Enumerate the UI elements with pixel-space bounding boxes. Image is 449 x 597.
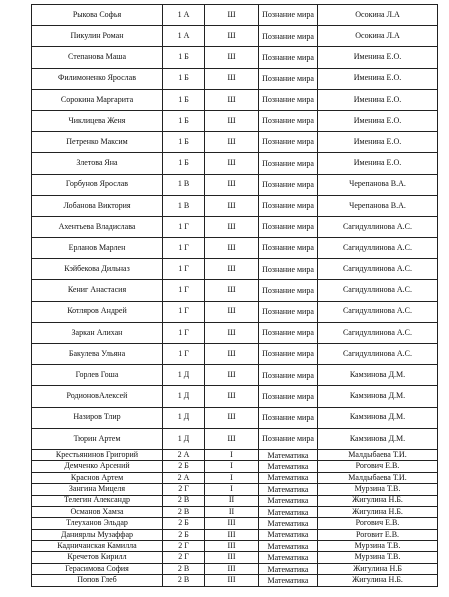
student-name-cell: Пикулин Роман [32, 26, 163, 47]
level-cell: III [205, 552, 259, 563]
table-row [32, 89, 438, 110]
teacher-cell: Сагидуллинова А.С. [318, 344, 438, 365]
level-cell: III [205, 541, 259, 552]
subject-cell: Познание мира [259, 365, 318, 386]
subject-cell: Математика [259, 575, 318, 586]
subject-cell: Познание мира [259, 47, 318, 68]
level-cell: Ш [205, 386, 259, 407]
teacher-cell: Роговит Е.В. [318, 529, 438, 540]
subject-cell: Математика [259, 552, 318, 563]
subject-cell: Познание мира [259, 407, 318, 428]
level-cell: III [205, 563, 259, 574]
student-name-cell: Кэйбекова Дильназ [32, 259, 163, 280]
subject-cell: Математика [259, 506, 318, 517]
subject-cell: Познание мира [259, 428, 318, 449]
student-name-cell: Заркан Алихан [32, 322, 163, 343]
table-row [32, 472, 438, 483]
table-row [32, 518, 438, 529]
subject-cell: Познание мира [259, 89, 318, 110]
table-row [32, 449, 438, 460]
level-cell: III [205, 575, 259, 586]
level-cell: Ш [205, 365, 259, 386]
subject-cell: Математика [259, 518, 318, 529]
class-cell: 2 В [163, 506, 205, 517]
teacher-cell: Сагидуллинова А.С. [318, 301, 438, 322]
teacher-cell: Мурзина Т.В. [318, 541, 438, 552]
table-row [32, 301, 438, 322]
level-cell: I [205, 449, 259, 460]
class-cell: 2 Б [163, 461, 205, 472]
level-cell: III [205, 518, 259, 529]
teacher-cell: Сагидуллинова А.С. [318, 238, 438, 259]
level-cell: I [205, 472, 259, 483]
class-cell: 1 Д [163, 386, 205, 407]
class-cell: 1 Д [163, 365, 205, 386]
class-cell: 1 В [163, 174, 205, 195]
level-cell: Ш [205, 238, 259, 259]
table-row [32, 174, 438, 195]
subject-cell: Математика [259, 449, 318, 460]
class-cell: 1 Г [163, 216, 205, 237]
student-name-cell: Крестьянинов Григорий [32, 449, 163, 460]
student-name-cell: Демченко Арсений [32, 461, 163, 472]
student-name-cell: Кречетов Кирилл [32, 552, 163, 563]
teacher-cell: Жигулина Н.Б. [318, 506, 438, 517]
student-name-cell: РодионовАлексей [32, 386, 163, 407]
table-row [32, 153, 438, 174]
teacher-cell: Жигулина Н.Б. [318, 575, 438, 586]
student-name-cell: Кениг Анастасия [32, 280, 163, 301]
table-row [32, 575, 438, 586]
subject-cell: Познание мира [259, 174, 318, 195]
teacher-cell: Сагидуллинова А.С. [318, 259, 438, 280]
table-row [32, 68, 438, 89]
subject-cell: Познание мира [259, 322, 318, 343]
subject-cell: Познание мира [259, 153, 318, 174]
table-row [32, 461, 438, 472]
level-cell: Ш [205, 195, 259, 216]
table-row [32, 26, 438, 47]
teacher-cell: Мурзина Т.В. [318, 552, 438, 563]
participants-table [31, 4, 438, 587]
level-cell: Ш [205, 280, 259, 301]
class-cell: 1 Г [163, 280, 205, 301]
subject-cell: Математика [259, 472, 318, 483]
student-name-cell: Зангина Мицеля [32, 484, 163, 495]
class-cell: 1 Г [163, 301, 205, 322]
table-row [32, 529, 438, 540]
teacher-cell: Сагидуллинова А.С. [318, 216, 438, 237]
subject-cell: Познание мира [259, 68, 318, 89]
class-cell: 2 А [163, 449, 205, 460]
class-cell: 1 В [163, 195, 205, 216]
class-cell: 1 Г [163, 322, 205, 343]
teacher-cell: Камзинова Д.М. [318, 407, 438, 428]
class-cell: 1 Б [163, 132, 205, 153]
class-cell: 2 Б [163, 518, 205, 529]
teacher-cell: Осокина Л.А [318, 26, 438, 47]
class-cell: 2 Б [163, 529, 205, 540]
subject-cell: Познание мира [259, 280, 318, 301]
level-cell: Ш [205, 89, 259, 110]
level-cell: II [205, 506, 259, 517]
subject-cell: Познание мира [259, 238, 318, 259]
student-name-cell: Герасимова София [32, 563, 163, 574]
student-name-cell: Чиклицева Женя [32, 110, 163, 131]
level-cell: Ш [205, 301, 259, 322]
level-cell: Ш [205, 110, 259, 131]
class-cell: 2 В [163, 563, 205, 574]
student-name-cell: Бакулева Ульяна [32, 344, 163, 365]
subject-cell: Математика [259, 484, 318, 495]
teacher-cell: Рогович Е.В. [318, 461, 438, 472]
class-cell: 1 Б [163, 110, 205, 131]
class-cell: 1 Б [163, 47, 205, 68]
student-name-cell: Тюрин Артем [32, 428, 163, 449]
teacher-cell: Мурзина Т.В. [318, 484, 438, 495]
class-cell: 2 А [163, 472, 205, 483]
table-row [32, 407, 438, 428]
teacher-cell: Сагидуллинова А.С. [318, 322, 438, 343]
subject-cell: Познание мира [259, 5, 318, 26]
teacher-cell: Сагидуллинова А.С. [318, 280, 438, 301]
teacher-cell: Жигулина Н.Б. [318, 495, 438, 506]
teacher-cell: Камзинова Д.М. [318, 365, 438, 386]
table-row [32, 484, 438, 495]
teacher-cell: Черепанова В.А. [318, 195, 438, 216]
student-name-cell: Ерланов Марлен [32, 238, 163, 259]
student-name-cell: Назиров Тлир [32, 407, 163, 428]
class-cell: 2 В [163, 495, 205, 506]
level-cell: Ш [205, 5, 259, 26]
level-cell: Ш [205, 322, 259, 343]
table-row [32, 110, 438, 131]
class-cell: 2 Г [163, 541, 205, 552]
table-row [32, 216, 438, 237]
table-row [32, 238, 438, 259]
level-cell: I [205, 484, 259, 495]
subject-cell: Математика [259, 461, 318, 472]
student-name-cell: Лобанова Виктория [32, 195, 163, 216]
student-name-cell: Османов Хамза [32, 506, 163, 517]
class-cell: 1 Б [163, 89, 205, 110]
table-row [32, 386, 438, 407]
class-cell: 2 В [163, 575, 205, 586]
subject-cell: Математика [259, 541, 318, 552]
teacher-cell: Именина Е.О. [318, 47, 438, 68]
table-row [32, 259, 438, 280]
teacher-cell: Именина Е.О. [318, 132, 438, 153]
class-cell: 1 Б [163, 153, 205, 174]
teacher-cell: Рогович Е.В. [318, 518, 438, 529]
subject-cell: Математика [259, 529, 318, 540]
level-cell: Ш [205, 68, 259, 89]
teacher-cell: Именина Е.О. [318, 153, 438, 174]
level-cell: Ш [205, 344, 259, 365]
teacher-cell: Жигулина Н.Б [318, 563, 438, 574]
teacher-cell: Камзинова Д.М. [318, 386, 438, 407]
student-name-cell: Котляров Андрей [32, 301, 163, 322]
teacher-cell: Именина Е.О. [318, 110, 438, 131]
class-cell: 1 А [163, 5, 205, 26]
student-name-cell: Степанова Маша [32, 47, 163, 68]
level-cell: I [205, 461, 259, 472]
teacher-cell: Камзинова Д.М. [318, 428, 438, 449]
level-cell: Ш [205, 216, 259, 237]
table-row [32, 365, 438, 386]
student-name-cell: Сорокина Маргарита [32, 89, 163, 110]
teacher-cell: Малдыбаева Т.И. [318, 472, 438, 483]
level-cell: Ш [205, 26, 259, 47]
level-cell: Ш [205, 174, 259, 195]
student-name-cell: Рыкова Софья [32, 5, 163, 26]
class-cell: 1 Д [163, 407, 205, 428]
subject-cell: Познание мира [259, 259, 318, 280]
table-row [32, 322, 438, 343]
student-name-cell: Злетова Яна [32, 153, 163, 174]
class-cell: 2 Г [163, 552, 205, 563]
level-cell: Ш [205, 407, 259, 428]
table-row [32, 47, 438, 68]
student-name-cell: Ахентьева Владислава [32, 216, 163, 237]
level-cell: Ш [205, 132, 259, 153]
level-cell: Ш [205, 153, 259, 174]
class-cell: 1 Д [163, 428, 205, 449]
table-row [32, 552, 438, 563]
teacher-cell: Осокина Л.А [318, 5, 438, 26]
table-row [32, 195, 438, 216]
class-cell: 1 Б [163, 68, 205, 89]
student-name-cell: Тлеуханов Эльдар [32, 518, 163, 529]
student-name-cell: Попов Глеб [32, 575, 163, 586]
subject-cell: Познание мира [259, 386, 318, 407]
teacher-cell: Малдыбаева Т.И. [318, 449, 438, 460]
student-name-cell: Горлев Гоша [32, 365, 163, 386]
student-name-cell: Даниярлы Музаффар [32, 529, 163, 540]
table-row [32, 541, 438, 552]
table-row [32, 5, 438, 26]
teacher-cell: Именина Е.О. [318, 68, 438, 89]
student-name-cell: Краснов Артем [32, 472, 163, 483]
subject-cell: Познание мира [259, 301, 318, 322]
level-cell: Ш [205, 47, 259, 68]
level-cell: Ш [205, 428, 259, 449]
student-name-cell: Телегин Александр [32, 495, 163, 506]
table-row [32, 506, 438, 517]
table-row [32, 132, 438, 153]
table-row [32, 495, 438, 506]
teacher-cell: Черепанова В.А. [318, 174, 438, 195]
level-cell: III [205, 529, 259, 540]
level-cell: II [205, 495, 259, 506]
participants-table-body [32, 5, 438, 587]
class-cell: 1 Г [163, 238, 205, 259]
table-row [32, 344, 438, 365]
student-name-cell: Горбунов Ярослав [32, 174, 163, 195]
class-cell: 1 Г [163, 344, 205, 365]
subject-cell: Познание мира [259, 26, 318, 47]
subject-cell: Математика [259, 563, 318, 574]
level-cell: Ш [205, 259, 259, 280]
student-name-cell: Петренко Максим [32, 132, 163, 153]
class-cell: 1 Г [163, 259, 205, 280]
student-name-cell: Филимоненко Ярослав [32, 68, 163, 89]
class-cell: 2 Г [163, 484, 205, 495]
subject-cell: Познание мира [259, 344, 318, 365]
subject-cell: Познание мира [259, 195, 318, 216]
class-cell: 1 А [163, 26, 205, 47]
teacher-cell: Именина Е.О. [318, 89, 438, 110]
subject-cell: Познание мира [259, 132, 318, 153]
subject-cell: Познание мира [259, 216, 318, 237]
table-row [32, 428, 438, 449]
table-row [32, 563, 438, 574]
table-row [32, 280, 438, 301]
student-name-cell: Кадничанская Камилла [32, 541, 163, 552]
subject-cell: Математика [259, 495, 318, 506]
subject-cell: Познание мира [259, 110, 318, 131]
